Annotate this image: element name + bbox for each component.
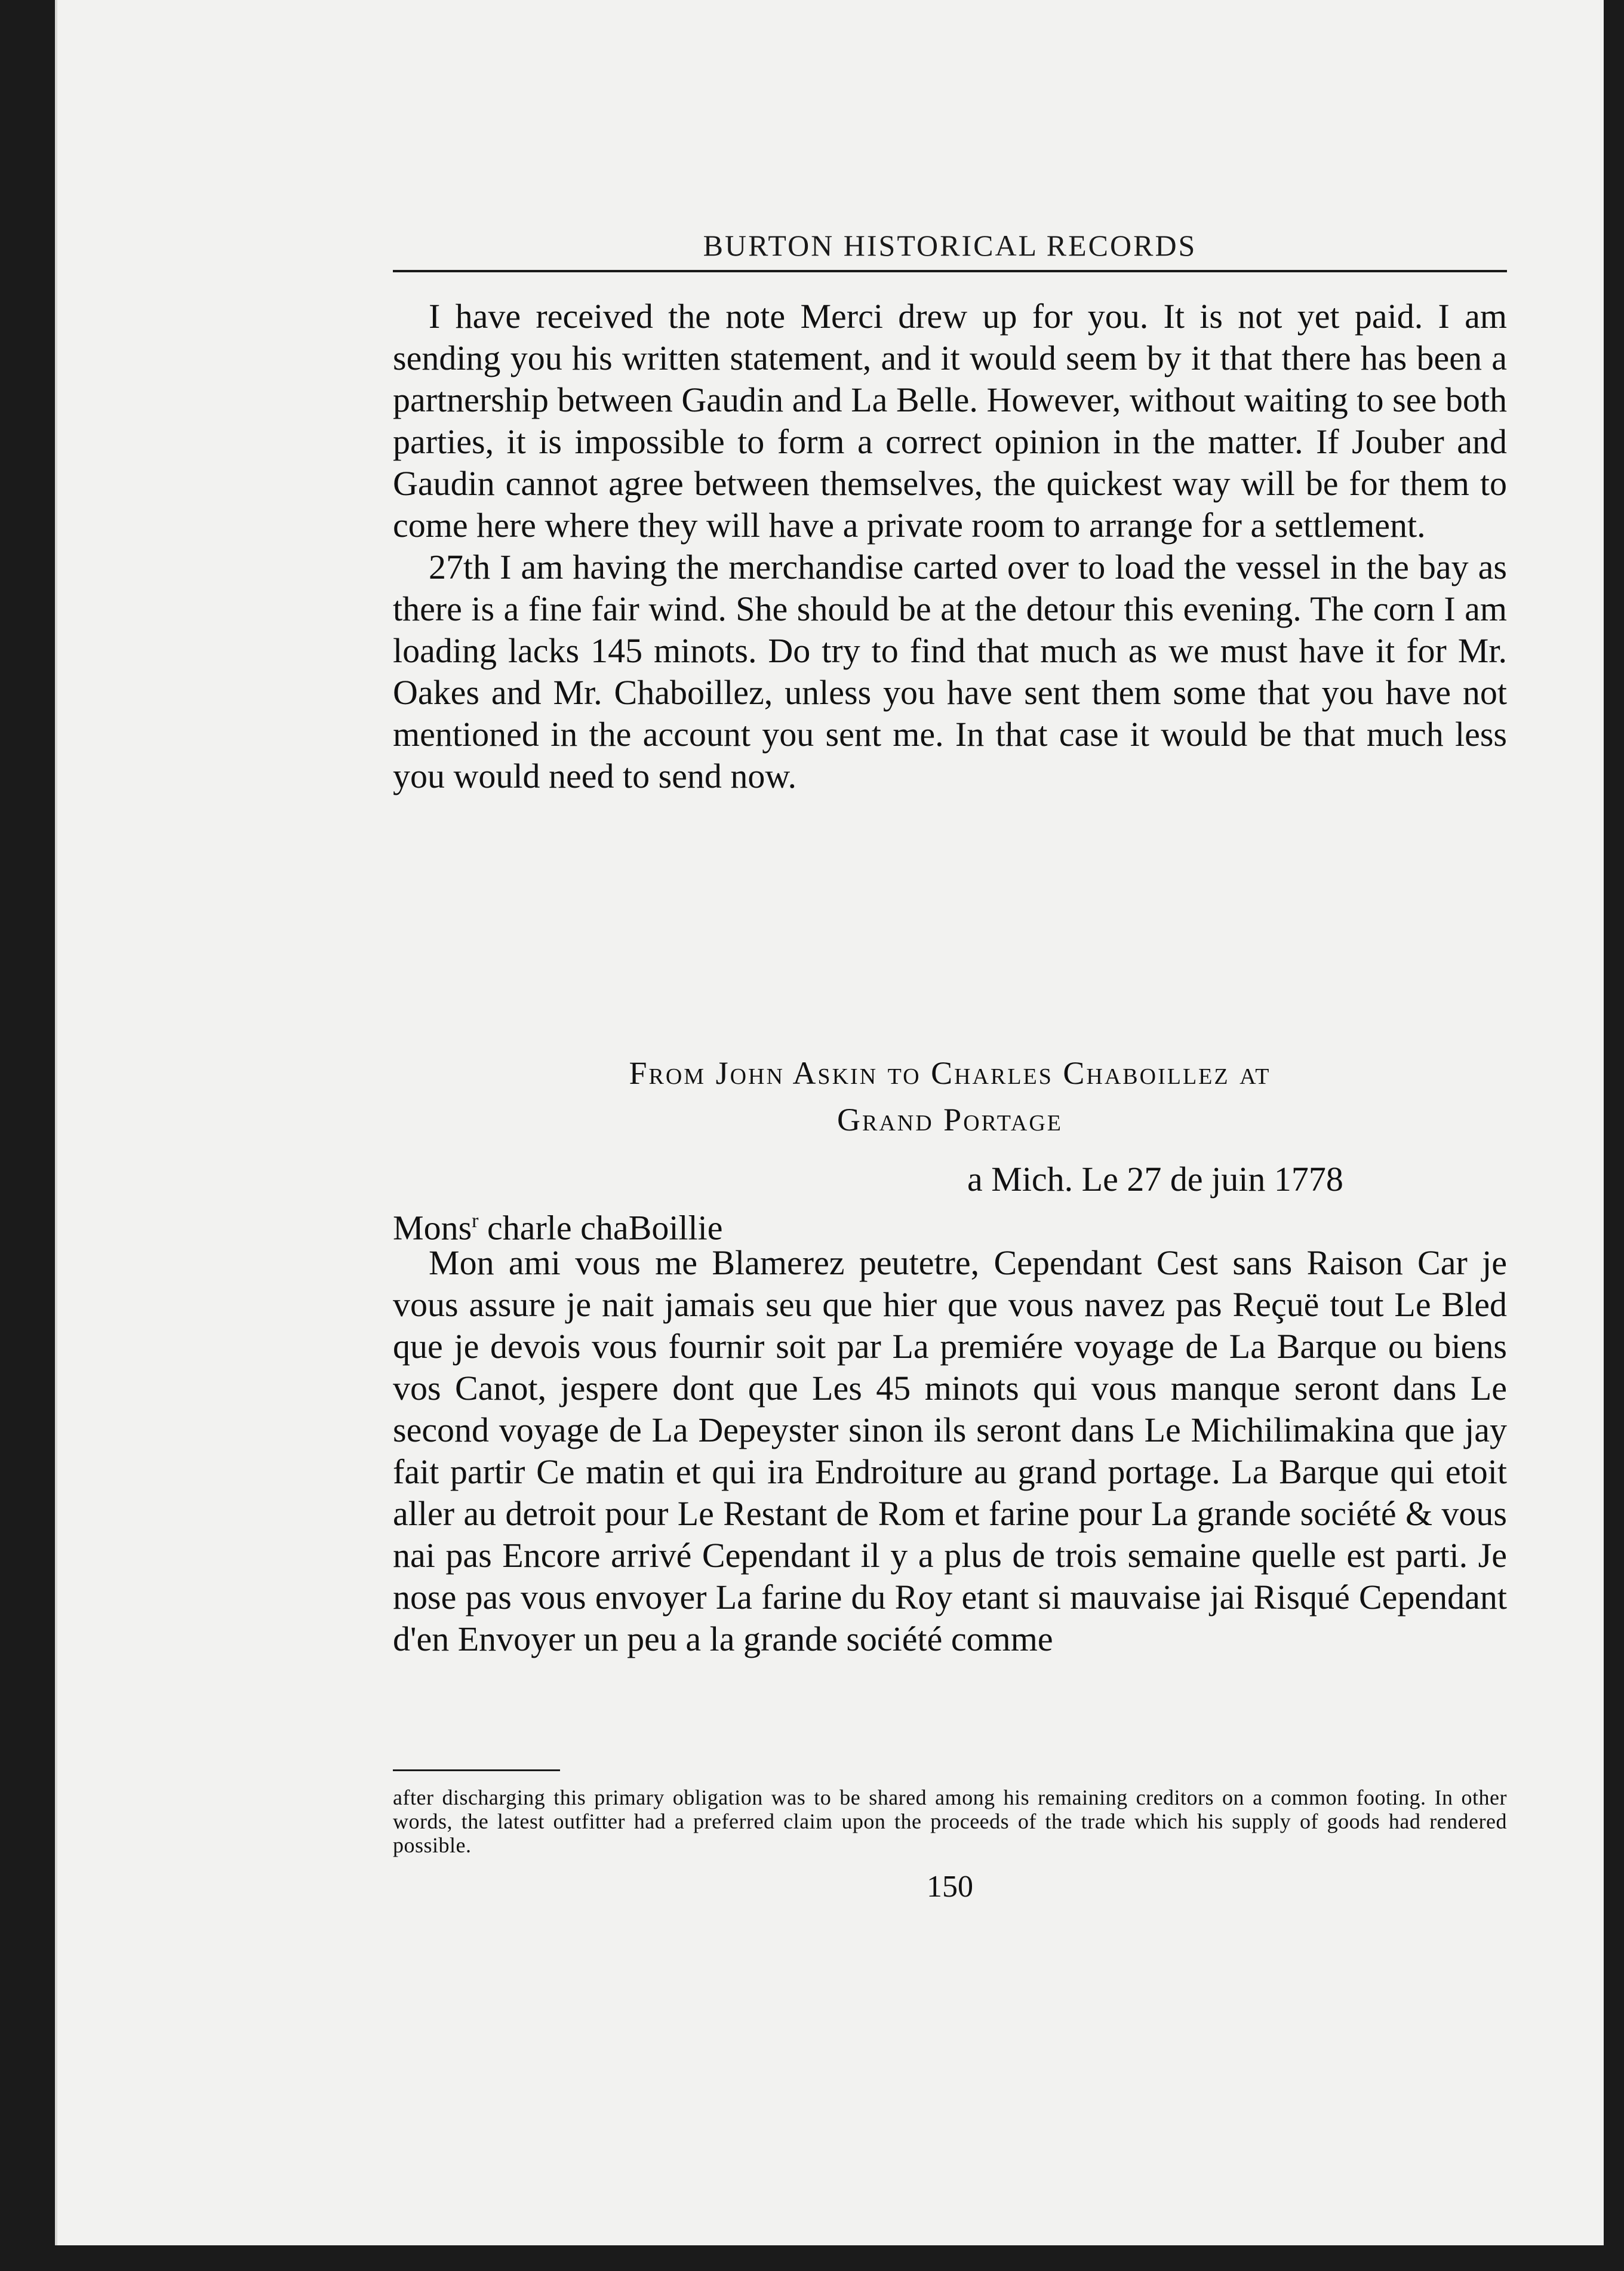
footnote: after discharging this primary obligation was to be shared among his remaining creditors on a common footing. In other words, the latest outfitter had a preferred claim upon the proceeds of the trade which his supply of goods had rendered possible.: [393, 1786, 1507, 1857]
letter-heading-line-2: Grand Portage: [837, 1102, 1063, 1138]
running-header: BURTON HISTORICAL RECORDS: [703, 229, 1197, 262]
body-text: [393, 296, 1507, 797]
footnote-rule: [393, 1769, 560, 1771]
page-number: 150: [927, 1870, 973, 1904]
letter-heading: [393, 1050, 1507, 1143]
header-rule: [393, 270, 1507, 272]
letter-body: Mon ami vous me Blamerez peutetre, Cependant Cest sans Raison Car je vous assure je nait jamais seu que hier que vous navez pas Reçuë tout Le Bled que je devois vous fournir soit par La premiére voyage de La Barque ou biens vos Canot, jespere dont que Les 45 minots qui vous manque seront dans Le second voyage de La Depeyster sinon ils seront dans Le Michilimakina que jay fait partir Ce matin et qui ira Endroiture au grand portage. La Barque qui etoit aller au detroit pour Le Restant de Rom et farine pour La grande société & vous nai pas Encore arrivé Cependant il y a plus de trois semaine quelle est parti. Je nose pas vous envoyer La farine du Roy etant si mauvaise jai Risqué Cependant d'en Envoyer un peu a la grande société comme: [393, 1243, 1507, 1658]
letter-date: a Mich. Le 27 de juin 1778: [967, 1160, 1343, 1199]
paragraph: 27th I am having the merchandise carted over to load the vessel in the bay as there is a fine fair wind. She should be at the detour this evening. The corn I am loading lacks 145 minots. Do try to find that much as we must have it for Mr. Oakes and Mr. Chaboillez, unless you have sent them some that you have not mentioned in the account you sent me. In that case it would be that much less you would need to send now.: [393, 548, 1507, 795]
salutation-superscript: r: [472, 1210, 479, 1232]
salutation-rest: charle chaBoillie: [478, 1208, 723, 1247]
letter-heading-line-1: From John Askin to Charles Chaboillez at: [629, 1055, 1271, 1091]
salutation-name: Mons: [393, 1208, 472, 1247]
paragraph: I have received the note Merci drew up for you. It is not yet paid. I am sending you his written statement, and it would seem by it that there has been a partnership between Gaudin and La Belle. However, without waiting to see both parties, it is impossible to form a correct opinion in the matter. If Jouber and Gaudin cannot agree between themselves, the quickest way will be for them to come here where they will have a private room to arrange for a settlement.: [393, 297, 1507, 545]
